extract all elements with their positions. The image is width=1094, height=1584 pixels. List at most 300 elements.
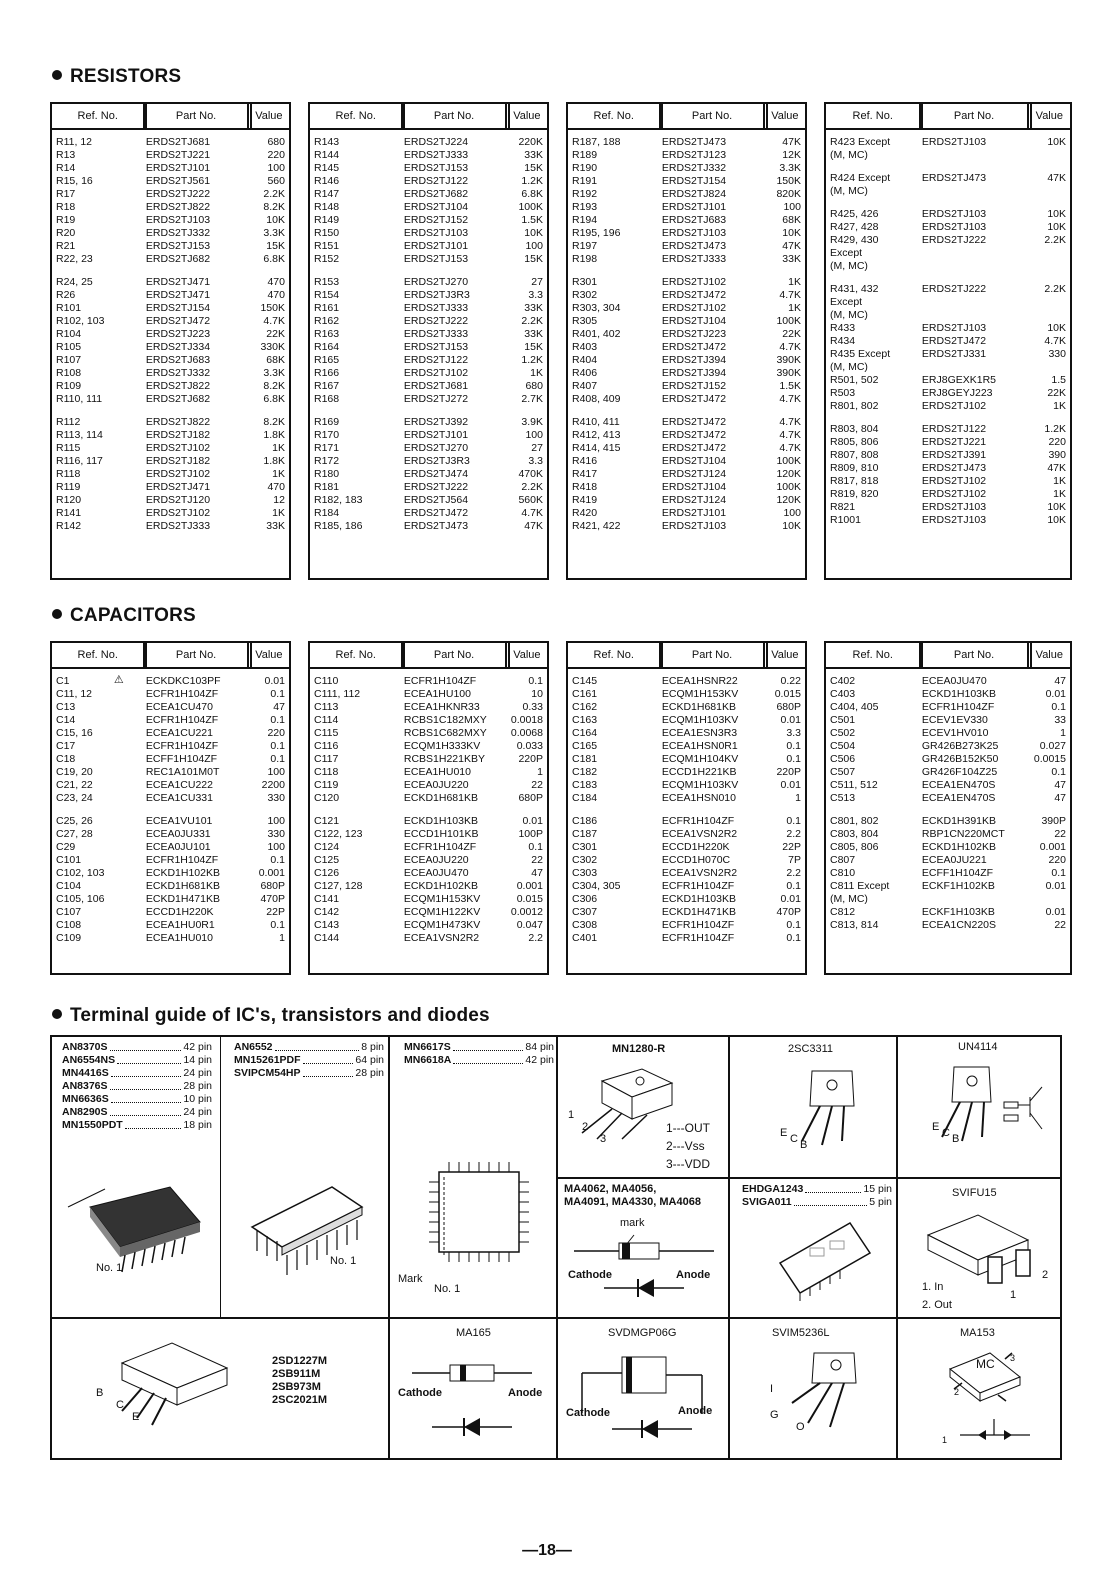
table-row [52, 455, 289, 468]
ref-no: R434 [830, 335, 856, 347]
value: 10K [1047, 322, 1066, 334]
table-row [52, 828, 289, 841]
ref-no: R108 [56, 367, 82, 379]
part-no: ECEA1HU010 [145, 932, 213, 944]
table-header [568, 643, 805, 669]
part-no: ERDS2TJ472 [661, 429, 727, 441]
part-no: ERDS2TJ333 [145, 520, 211, 532]
part-no: ECQM1H122KV [403, 906, 481, 918]
ref-no: C127, 128 [314, 880, 363, 892]
part-no: ECEA1HU100 [403, 688, 471, 700]
column-header-ref: Ref. No. [852, 648, 893, 661]
value: 1K [1053, 475, 1066, 487]
ref-no: C502 [830, 727, 856, 739]
ref-no: R150 [314, 227, 340, 239]
anode-label: Anode [676, 1269, 711, 1281]
table-row [310, 675, 547, 688]
part-no: ERDS2TJ683 [661, 214, 727, 226]
part-no: ERDS2TJ332 [661, 162, 727, 174]
column-header-ref: Ref. No. [335, 109, 376, 122]
part-no: ERDS2TJ102 [661, 302, 727, 314]
value: 2.2K [521, 481, 543, 493]
value: 100 [267, 766, 285, 778]
part-no: ECKF1H102KB [921, 880, 995, 892]
part-no: ERDS2TJ822 [145, 380, 211, 392]
ic-pin-count [234, 1041, 384, 1054]
ref-no: R807, 808 [830, 449, 879, 461]
table-row [52, 175, 289, 188]
table-row [568, 276, 805, 289]
part-no: RBP1CN220MCT [921, 828, 1005, 840]
value: 12K [782, 149, 801, 161]
ref-no: R165 [314, 354, 340, 366]
value: 4.7K [779, 289, 801, 301]
value: 10K [782, 520, 801, 532]
value: 0.1 [528, 675, 543, 687]
value: 680P [518, 792, 543, 804]
part-no: ERDS2TJ104 [661, 315, 727, 327]
table-row [310, 867, 547, 880]
value: 47 [1054, 675, 1066, 687]
table-row [568, 455, 805, 468]
part-no: ECEA1HSN0R1 [661, 740, 738, 752]
value: 220 [1048, 854, 1066, 866]
part-no: ECEA1HU0R1 [145, 919, 215, 931]
value [1025, 260, 1070, 273]
value: 470P [776, 906, 801, 918]
leader-dots [111, 1067, 182, 1077]
table-row [310, 227, 547, 240]
table-row [310, 919, 547, 932]
table-header [568, 104, 805, 130]
part-no: ERDS2TJ104 [661, 455, 727, 467]
capacitors-table [308, 641, 549, 975]
anode-label: Anode [678, 1405, 713, 1417]
value: 8.2K [263, 201, 285, 213]
table-row [568, 675, 805, 688]
ref-no: C143 [314, 919, 340, 931]
value: 10K [1047, 514, 1066, 526]
part-no: ECEA0JU470 [921, 675, 987, 687]
part-no: ERDS2TJ152 [661, 380, 727, 392]
table-row [52, 779, 289, 792]
ref-no: R102, 103 [56, 315, 105, 327]
part-no: ERDS2TJ122 [403, 354, 469, 366]
part-no: ERDS2TJ123 [661, 149, 727, 161]
mark-label: mark [620, 1217, 645, 1229]
column-header-value: Value [763, 104, 805, 128]
part-no: ECCD1H221KB [661, 766, 737, 778]
value: 100P [518, 828, 543, 840]
ref-no: R419 [572, 494, 598, 506]
table-row [310, 289, 547, 302]
value: 10 [531, 688, 543, 700]
value: 820K [776, 188, 801, 200]
table-row [310, 714, 547, 727]
part-no: RCBS1H221KBY [403, 753, 485, 765]
value: 4.7K [779, 416, 801, 428]
table-row [826, 462, 1070, 475]
leader-dots [110, 1106, 182, 1116]
ref-no: R141 [56, 507, 82, 519]
table-row [826, 172, 1070, 185]
table-row [568, 188, 805, 201]
table-row [52, 227, 289, 240]
part-no: ERDS2TJ103 [403, 227, 469, 239]
value: 1.5 [1051, 374, 1066, 386]
ref-no: C102, 103 [56, 867, 105, 879]
table-row [826, 893, 1070, 906]
value: 0.1 [528, 841, 543, 853]
value: 220 [267, 149, 285, 161]
part-no: ERDS2TJ473 [921, 462, 987, 474]
ref-no: R148 [314, 201, 340, 213]
ic-pin-count [62, 1054, 212, 1067]
ref-no: C145 [572, 675, 598, 687]
table-row [826, 247, 1070, 260]
pin-number: 2 [582, 1121, 589, 1133]
table-row [568, 289, 805, 302]
part-no: ECEA1CN220S [921, 919, 997, 931]
value: 0.001 [516, 880, 543, 892]
value: 33K [266, 520, 285, 532]
ref-no: R154 [314, 289, 340, 301]
part-no: AN8290S [62, 1106, 108, 1118]
table-row [52, 740, 289, 753]
value: 10K [524, 227, 543, 239]
part-no: ERDS2TJ222 [403, 481, 469, 493]
ic-list-3 [404, 1041, 554, 1067]
package-marking: MC [976, 1357, 995, 1371]
column-header-value: Value [247, 104, 289, 128]
table-row [568, 429, 805, 442]
part-no: ECFR1H104ZF [403, 675, 477, 687]
part-no: ECEA1HKNR33 [403, 701, 480, 713]
table-row [52, 429, 289, 442]
value: 0.1 [786, 919, 801, 931]
value: 47K [782, 240, 801, 252]
value: 0.015 [774, 688, 801, 700]
table-row [52, 867, 289, 880]
table-row [52, 701, 289, 714]
pin-count: 84 pin [525, 1041, 554, 1053]
part-no: ERDS2TJ394 [661, 367, 727, 379]
value: 1K [788, 276, 801, 288]
leader-dots [110, 1080, 182, 1090]
value: 390 [1048, 449, 1066, 461]
part-no: ECEA0JU220 [403, 779, 469, 791]
ref-no: R143 [314, 136, 340, 148]
rectifier-diode-icon [562, 1343, 726, 1443]
part-no: ERDS2TJ394 [661, 354, 727, 366]
column-header-part: Part No. [401, 643, 504, 667]
part-no: ERDS2TJ822 [145, 416, 211, 428]
ref-no: R406 [572, 367, 598, 379]
ref-no: R115 [56, 442, 81, 454]
part-no: ECQM1H153KV [403, 893, 481, 905]
part-no: ERDS2TJ681 [403, 380, 469, 392]
value: 390P [1041, 815, 1066, 827]
table-row [52, 214, 289, 227]
ref-no: C306 [572, 893, 598, 905]
table-row [826, 488, 1070, 501]
value: 4.7K [263, 315, 285, 327]
table-row [826, 867, 1070, 880]
part-no: ERDS2TJ473 [661, 240, 727, 252]
value: 22P [266, 906, 285, 918]
part-no: ECKD1H681KB [661, 701, 736, 713]
value: 8.2K [263, 416, 285, 428]
column-header-part: Part No. [659, 643, 762, 667]
part-no: ERDS2TJ102 [145, 468, 211, 480]
ref-no: C303 [572, 867, 598, 879]
value: 6.8K [263, 393, 285, 405]
table-row [568, 214, 805, 227]
table-row [826, 387, 1070, 400]
ref-no: R817, 818 [830, 475, 879, 487]
ref-no: R801, 802 [830, 400, 879, 412]
part-no: ERDS2TJ472 [145, 315, 211, 327]
part-no [922, 149, 1025, 162]
ref-no: C164 [572, 727, 598, 739]
table-row [826, 714, 1070, 727]
value: 0.015 [516, 893, 543, 905]
ref-no: C163 [572, 714, 598, 726]
part-no: ECFR1H104ZF [145, 740, 219, 752]
table-row [52, 481, 289, 494]
table-row [568, 932, 805, 945]
ref-no: R803, 804 [830, 423, 879, 435]
dip-package-ic-icon [232, 1167, 382, 1287]
ref-no: R180 [314, 468, 340, 480]
ref-no: C507 [830, 766, 856, 778]
qfp-package-ic-icon [424, 1157, 534, 1267]
part-no: ECQM1H103KV [661, 779, 739, 791]
table-row [310, 906, 547, 919]
table-row [826, 906, 1070, 919]
ref-no: R21 [56, 240, 76, 252]
part-no: ERDS2TJ103 [921, 208, 987, 220]
part-no: ERDS2TJ681 [145, 136, 211, 148]
ref-no: C807 [830, 854, 856, 866]
value: 680 [525, 380, 543, 392]
ehdga-list [742, 1183, 892, 1209]
table-row [826, 296, 1070, 309]
ref-no: R109 [56, 380, 82, 392]
value: 47 [531, 867, 543, 879]
ref-no: (M, MC) [830, 309, 868, 321]
value: 1.5K [779, 380, 801, 392]
part-no: ECCD1H070C [661, 854, 731, 866]
value: 0.1 [270, 714, 285, 726]
value: 33 [1054, 714, 1066, 726]
part-no: ECEA1ESN3R3 [661, 727, 738, 739]
leader-dots [110, 1041, 182, 1051]
pin-number: 3 [600, 1133, 607, 1145]
table-row [310, 688, 547, 701]
table-row [310, 380, 547, 393]
ref-no: R421, 422 [572, 520, 621, 532]
value: 22 [1054, 919, 1066, 931]
table-row [826, 374, 1070, 387]
table-row [52, 149, 289, 162]
column-header-value: Value [763, 643, 805, 667]
part-no: ERDS2TJ120 [145, 494, 211, 506]
ref-no: C302 [572, 854, 598, 866]
ref-no: R193 [572, 201, 598, 213]
ref-no: C124 [314, 841, 340, 853]
value: 4.7K [779, 429, 801, 441]
table-row [310, 880, 547, 893]
table-row [310, 367, 547, 380]
ref-no: R418 [572, 481, 598, 493]
part-no [922, 296, 1025, 309]
part-no: 2SD1227M [272, 1355, 328, 1367]
part-no: ERDS2TJ474 [403, 468, 469, 480]
table-row [310, 481, 547, 494]
part-no: ECFR1H104ZF [661, 919, 735, 931]
ref-no: C125 [314, 854, 340, 866]
ref-no: C109 [56, 932, 82, 944]
ref-no: R19 [56, 214, 76, 226]
pin1-label: No. 1 [96, 1262, 123, 1274]
ref-no: C181 [572, 753, 598, 765]
part-no [922, 260, 1025, 273]
column-header-ref: Ref. No. [335, 648, 376, 661]
value: 1 [537, 766, 543, 778]
table-row [310, 893, 547, 906]
table-header [826, 643, 1070, 669]
part-no: ERDS2TJ182 [145, 455, 211, 467]
part-no: ERDS2TJ223 [661, 328, 727, 340]
value: 47K [524, 520, 543, 532]
value: 2.2K [263, 188, 285, 200]
part-no: ERDS2TJ124 [661, 494, 727, 506]
part-no: ERDS2TJ103 [921, 501, 987, 513]
ref-no: (M, MC) [830, 149, 868, 161]
ic-pin-count [62, 1067, 212, 1080]
value: 6.8K [521, 188, 543, 200]
part-no: ECEA0JU221 [921, 854, 987, 866]
pin-count: 42 pin [183, 1041, 212, 1053]
table-row [52, 240, 289, 253]
ref-no: R410, 411 [572, 416, 620, 428]
part-no [922, 361, 1025, 374]
value: 0.0015 [1033, 753, 1066, 765]
ref-no: C126 [314, 867, 340, 879]
table-row [52, 494, 289, 507]
value: 47K [1047, 172, 1066, 184]
bullet-icon [52, 70, 62, 80]
table-row [568, 815, 805, 828]
ref-no: R170 [314, 429, 340, 441]
ref-no: R110, 111 [56, 393, 103, 405]
part-no: ERDS2TJ222 [145, 188, 211, 200]
ma4062-label [564, 1183, 701, 1209]
ref-no: C121 [314, 815, 340, 827]
ic-pin-count [62, 1041, 212, 1054]
part-no: ECEA0JU101 [145, 841, 211, 853]
value: 0.047 [516, 919, 543, 931]
value: 0.001 [258, 867, 285, 879]
value: 1.8K [263, 429, 285, 441]
ref-no: C120 [314, 792, 340, 804]
value: 22K [266, 328, 285, 340]
leader-dots [794, 1196, 868, 1206]
table-row [568, 893, 805, 906]
ref-no: C812 [830, 906, 856, 918]
value: 220P [518, 753, 543, 765]
value: 33K [524, 149, 543, 161]
table-row [52, 315, 289, 328]
ref-no: C401 [572, 932, 598, 944]
pin-c: C [790, 1133, 798, 1145]
ref-no: R414, 415 [572, 442, 621, 454]
ref-no: C27, 28 [56, 828, 93, 840]
pin-number: 1 [568, 1109, 575, 1121]
part-no: ECEA0JU220 [403, 854, 469, 866]
pin-count: 28 pin [183, 1080, 212, 1092]
ref-no: C108 [56, 919, 82, 931]
part-no [922, 309, 1025, 322]
value: 0.1 [786, 753, 801, 765]
part-no: ERDS2TJ104 [403, 201, 469, 213]
table-row [568, 766, 805, 779]
ic-pin-count [62, 1093, 212, 1106]
table-row [310, 302, 547, 315]
ref-no: R416 [572, 455, 598, 467]
value: 100K [776, 481, 801, 493]
part-no: ERDS2TJ471 [145, 481, 211, 493]
value: 220K [518, 136, 543, 148]
ref-no: R819, 820 [830, 488, 879, 500]
ref-no: C811 Except [830, 880, 890, 892]
ref-no: C116 [314, 740, 339, 752]
pin-count: 8 pin [361, 1041, 384, 1053]
table-row [310, 276, 547, 289]
table-row [310, 315, 547, 328]
value: 330 [267, 828, 285, 840]
table-row [310, 766, 547, 779]
table-row [568, 328, 805, 341]
value: 100K [776, 315, 801, 327]
part-no: ECFR1H104ZF [145, 854, 219, 866]
table-row [826, 283, 1070, 296]
ref-no: R805, 806 [830, 436, 879, 448]
capacitors-table [566, 641, 807, 975]
part-no: ECEA1VSN2R2 [403, 932, 480, 944]
ic-pin-count [404, 1041, 554, 1054]
pin-o: O [796, 1421, 805, 1433]
value: 0.33 [522, 701, 543, 713]
ref-no: C15, 16 [56, 727, 93, 739]
value: 47 [273, 701, 285, 713]
part-no: 2SB911M [272, 1368, 321, 1380]
table-row [52, 302, 289, 315]
ref-no: R119 [56, 481, 81, 493]
capacitors-table [50, 641, 291, 975]
value: 470K [518, 468, 543, 480]
part-no: ERDS2TJ333 [403, 328, 469, 340]
part-no: ECCD1H220K [145, 906, 214, 918]
sot-diode-icon [920, 1339, 1050, 1449]
column-header-part: Part No. [659, 104, 762, 128]
part-no: ERDS2TJ122 [403, 175, 469, 187]
part-no: ERDS2TJ101 [661, 201, 727, 213]
table-row [568, 727, 805, 740]
part-no: ERDS2TJ472 [661, 442, 727, 454]
transistor-to92-icon [772, 1061, 882, 1151]
